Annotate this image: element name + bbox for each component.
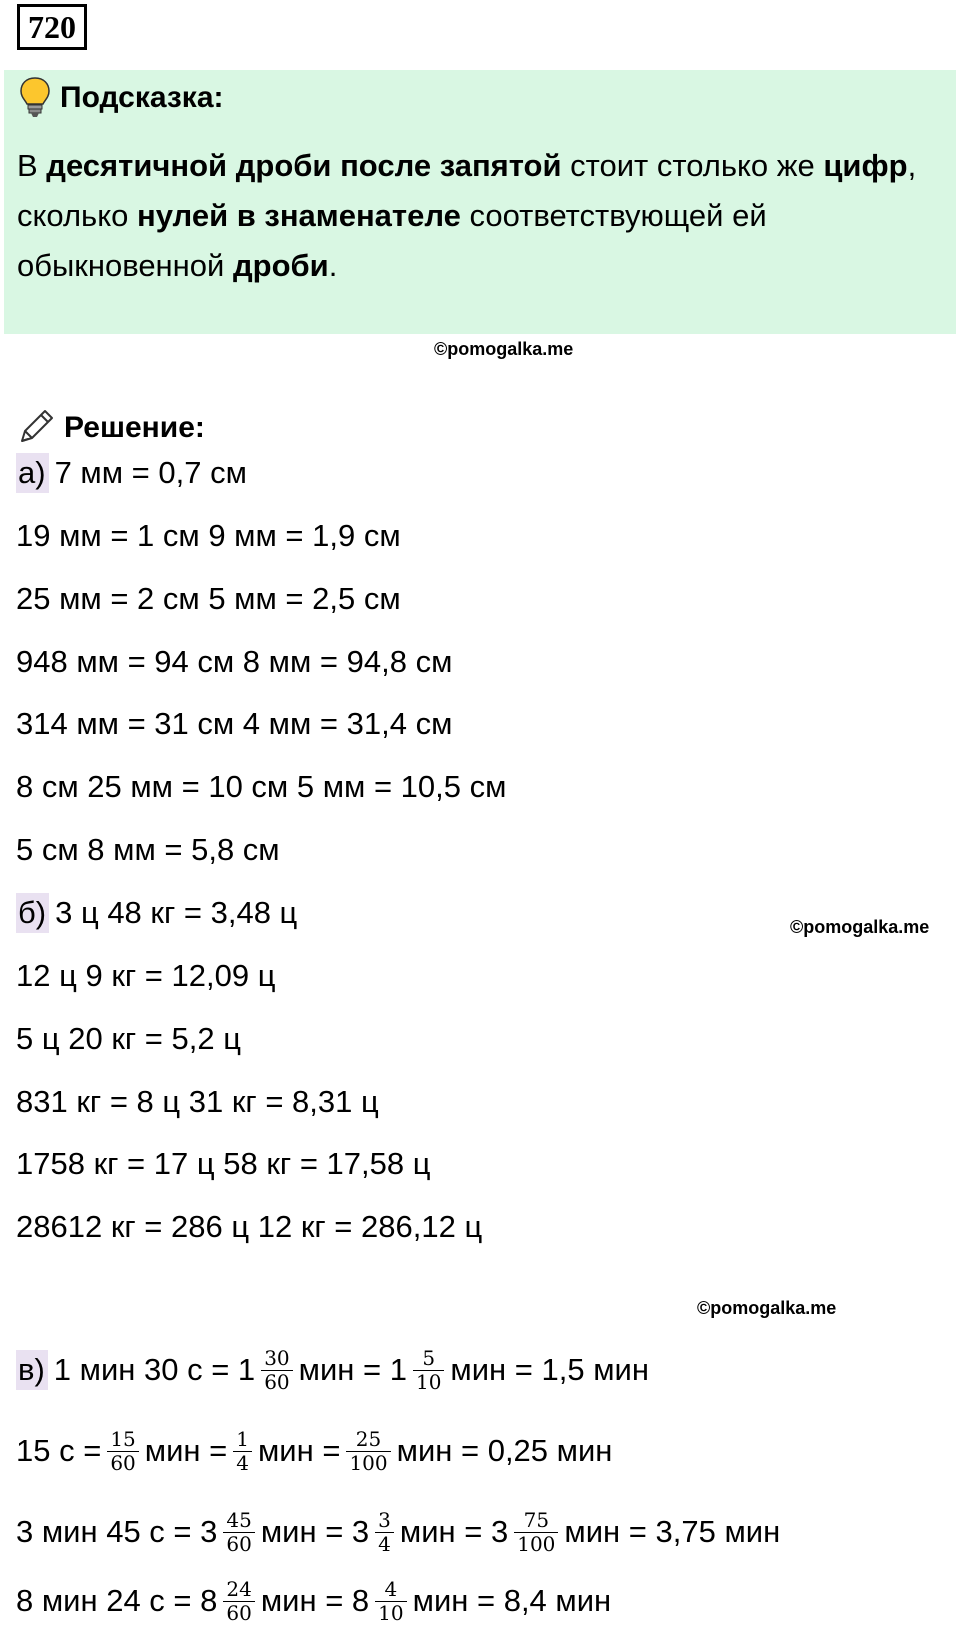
- solution-line: 831 кг = 8 ц 31 кг = 8,31 ц: [16, 1084, 379, 1119]
- task-number: 720: [17, 4, 87, 50]
- solution-line: 5 ц 20 кг = 5,2 ц: [16, 1021, 241, 1056]
- hint-title: Подсказка:: [60, 81, 224, 114]
- solution-title: Решение:: [64, 411, 205, 444]
- solution-line: 1758 кг = 17 ц 58 кг = 17,58 ц: [16, 1146, 431, 1181]
- solution-line-v4: 8 мин 24 с = 8 $\frac{24}{60}$ мин = 8 $\frac{4}{10}$ мин = 8,4 мин: [16, 1576, 612, 1625]
- fraction: $\frac{5}{10}$: [413, 1347, 444, 1394]
- fraction: $\frac{1}{4}$: [233, 1428, 252, 1475]
- watermark: ©pomogalka.me: [790, 917, 930, 937]
- fraction: $\frac{45}{60}$: [223, 1509, 254, 1556]
- fraction: $\frac{24}{60}$: [223, 1578, 254, 1625]
- fraction: $\frac{3}{4}$: [375, 1509, 394, 1556]
- solution-line: 25 мм = 2 см 5 мм = 2,5 см: [16, 581, 401, 616]
- solution-line-v2: 15 с = $\frac{15}{60}$ мин = $\frac{1}{4}$ мин = $\frac{25}{100}$ мин = 0,25 мин: [16, 1426, 613, 1475]
- part-a-label: а): [16, 453, 49, 493]
- solution-line-a1: а) 7 мм = 0,7 см: [16, 453, 247, 493]
- fraction: $\frac{15}{60}$: [107, 1428, 138, 1475]
- lightbulb-icon: [18, 76, 52, 118]
- solution-line: 948 мм = 94 см 8 мм = 94,8 см: [16, 644, 453, 679]
- watermark: ©pomogalka.me: [697, 1298, 837, 1318]
- fraction: $\frac{30}{60}$: [261, 1347, 292, 1394]
- solution-line: 19 мм = 1 см 9 мм = 1,9 см: [16, 518, 401, 553]
- solution-line: 5 см 8 мм = 5,8 см: [16, 832, 280, 867]
- part-b-label: б): [16, 893, 49, 933]
- solution-line: 28612 кг = 286 ц 12 кг = 286,12 ц: [16, 1209, 483, 1244]
- hint-text: В десятичной дроби после запятой стоит столько же цифр, сколько нулей в знаменателе соответствующей ей обыкновенной дроби.: [17, 148, 917, 283]
- part-v-label: в): [16, 1350, 48, 1390]
- pencil-icon: [16, 407, 56, 447]
- solution-line: 12 ц 9 кг = 12,09 ц: [16, 958, 276, 993]
- solution-line-v1: в) 1 мин 30 с = 1 $\frac{30}{60}$ мин = 1 $\frac{5}{10}$ мин = 1,5 мин: [18, 1345, 649, 1394]
- fraction: $\frac{25}{100}$: [346, 1428, 390, 1475]
- watermark: ©pomogalka.me: [434, 339, 574, 359]
- solution-line: 314 мм = 31 см 4 мм = 31,4 см: [16, 706, 453, 741]
- fraction: $\frac{4}{10}$: [375, 1578, 406, 1625]
- solution-line-b1: б) 3 ц 48 кг = 3,48 ц: [16, 893, 297, 933]
- solution-line-v3: 3 мин 45 с = 3 $\frac{45}{60}$ мин = 3 $\frac{3}{4}$ мин = 3 $\frac{75}{100}$ мин = 3,75 мин: [16, 1507, 781, 1556]
- solution-line: 8 см 25 мм = 10 см 5 мм = 10,5 см: [16, 769, 507, 804]
- fraction: $\frac{75}{100}$: [514, 1509, 558, 1556]
